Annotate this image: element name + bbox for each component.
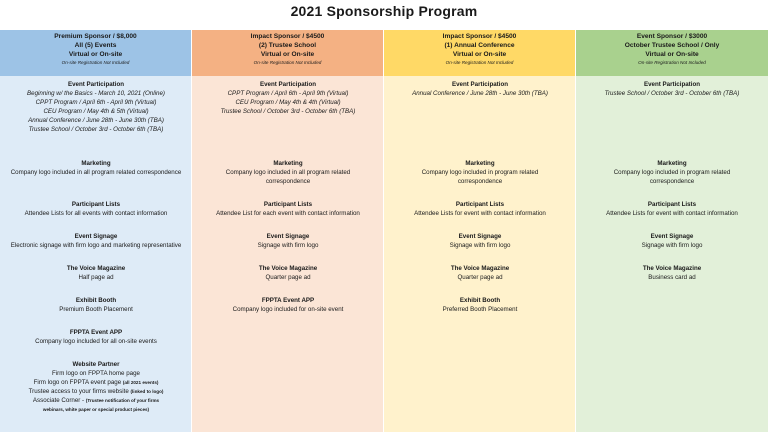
line-note: (linked to logo) bbox=[130, 389, 164, 394]
header-tier: Impact Sponsor / $4500 bbox=[442, 33, 517, 40]
section-text: Electronic signage with firm logo and marketing representative bbox=[10, 242, 182, 249]
section-label: Event Participation bbox=[67, 81, 125, 88]
section-text: Signage with firm logo bbox=[641, 242, 703, 249]
header-tier: Premium Sponsor / $8,000 bbox=[54, 33, 137, 40]
section-text: Company logo included for all on-site events bbox=[35, 338, 157, 345]
event-item: CPPT Program / April 6th - April 9th (Virtual) bbox=[35, 99, 157, 106]
section-label: Website Partner bbox=[72, 361, 120, 368]
section-event-signage bbox=[0, 232, 192, 250]
header-events: (2) Trustee School bbox=[258, 42, 317, 49]
section-event-participation bbox=[0, 80, 192, 134]
column-body bbox=[384, 76, 575, 432]
column-header bbox=[576, 30, 768, 76]
section-voice-magazine bbox=[384, 264, 576, 282]
section-label: Participant Lists bbox=[263, 201, 313, 208]
section-label: Event Signage bbox=[74, 233, 118, 240]
section-event-app bbox=[192, 296, 384, 314]
column-body bbox=[576, 76, 768, 432]
section-text: Signage with firm logo bbox=[449, 242, 511, 249]
page-title: 2021 Sponsorship Program bbox=[290, 3, 478, 19]
header-events: October Trustee School / Only bbox=[624, 42, 720, 49]
event-item: Beginning w/ the Basics - March 10, 2021 (Online) bbox=[27, 90, 165, 97]
header-events: (1) Annual Conference bbox=[444, 42, 515, 49]
section-label: Event Signage bbox=[458, 233, 502, 240]
line-text: Associate Corner - bbox=[32, 397, 85, 404]
section-text: Company logo included in all program related correspondence bbox=[10, 169, 182, 176]
event-item: CEU Program / May 4th & 5th (Virtual) bbox=[43, 108, 149, 115]
section-label: The Voice Magazine bbox=[450, 265, 510, 272]
event-item: Trustee School / October 3rd - October 6th (TBA) bbox=[604, 90, 740, 97]
section-event-signage bbox=[192, 232, 384, 250]
section-label: FPPTA Event APP bbox=[261, 297, 315, 304]
section-event-app bbox=[0, 328, 192, 346]
event-item: Annual Conference / June 28th - June 30th (TBA) bbox=[28, 117, 164, 124]
header-format: Virtual or On-site bbox=[260, 51, 315, 58]
section-text: Company logo included in program related bbox=[421, 169, 539, 176]
header-note: On-site Registration Not Included bbox=[638, 60, 706, 65]
section-label: Participant Lists bbox=[71, 201, 121, 208]
header-events: All (5) Events bbox=[74, 42, 117, 49]
section-text: Company logo included in all program related bbox=[225, 169, 351, 176]
sponsorship-table bbox=[0, 30, 768, 432]
section-text: Company logo included for on-site event bbox=[232, 306, 344, 313]
column-body bbox=[0, 76, 191, 432]
column-impact-sponsor-trustee bbox=[192, 30, 384, 432]
section-website-partner bbox=[0, 360, 192, 414]
section-label: The Voice Magazine bbox=[66, 265, 126, 272]
section-marketing bbox=[576, 159, 768, 186]
section-label: The Voice Magazine bbox=[642, 265, 702, 272]
section-participant-lists bbox=[384, 200, 576, 218]
section-voice-magazine bbox=[192, 264, 384, 282]
section-label: Event Participation bbox=[259, 81, 317, 88]
section-text: correspondence bbox=[649, 178, 695, 185]
section-label: Participant Lists bbox=[647, 201, 697, 208]
column-impact-sponsor-conference bbox=[384, 30, 576, 432]
header-format: Virtual or On-site bbox=[68, 51, 123, 58]
section-voice-magazine bbox=[0, 264, 192, 282]
section-text: Business card ad bbox=[648, 274, 696, 281]
column-header bbox=[384, 30, 575, 76]
section-participant-lists bbox=[0, 200, 192, 218]
section-text: webinars, white paper or special product pieces) bbox=[42, 407, 150, 412]
section-exhibit-booth bbox=[384, 296, 576, 314]
section-event-participation bbox=[192, 80, 384, 116]
section-label: Marketing bbox=[657, 160, 687, 167]
section-text: Signage with firm logo bbox=[257, 242, 319, 249]
section-event-signage bbox=[384, 232, 576, 250]
line-note: (all 2021 events) bbox=[122, 380, 159, 385]
line-note: (Trustee notification of your firms bbox=[85, 398, 160, 403]
section-label: Event Participation bbox=[643, 81, 701, 88]
header-format: Virtual or On-site bbox=[452, 51, 507, 58]
section-event-participation bbox=[576, 80, 768, 98]
section-label: Participant Lists bbox=[455, 201, 505, 208]
header-note: On-site Registration Not Included bbox=[445, 60, 514, 65]
header-format: Virtual or On-site bbox=[645, 51, 699, 58]
section-event-signage bbox=[576, 232, 768, 250]
column-header bbox=[192, 30, 383, 76]
event-item: Trustee School / October 3rd - October 6th (TBA) bbox=[28, 126, 164, 133]
section-text bbox=[4, 378, 188, 387]
section-label: Exhibit Booth bbox=[75, 297, 117, 304]
section-marketing bbox=[0, 159, 192, 177]
event-item: CPPT Program / April 6th - April 9th (Virtual) bbox=[227, 90, 349, 97]
section-text: Company logo included in program related bbox=[613, 169, 731, 176]
line-text: Trustee access to your firms website bbox=[28, 388, 129, 395]
column-body bbox=[192, 76, 383, 432]
section-text: Quarter page ad bbox=[265, 274, 311, 281]
section-text: Attendee Lists for event with contact information bbox=[414, 210, 546, 217]
section-participant-lists bbox=[192, 200, 384, 218]
column-premium-sponsor bbox=[0, 30, 192, 432]
section-text bbox=[4, 387, 188, 396]
event-item: Trustee School / October 3rd - October 6th (TBA) bbox=[220, 108, 356, 115]
section-label: FPPTA Event APP bbox=[69, 329, 123, 336]
section-text: Preferred Booth Placement bbox=[442, 306, 518, 313]
header-note: On-site Registration Not Included bbox=[61, 60, 130, 65]
section-marketing bbox=[384, 159, 576, 186]
header-tier: Event Sponsor / $3000 bbox=[636, 33, 708, 40]
section-label: Marketing bbox=[81, 160, 111, 167]
section-event-participation bbox=[384, 80, 576, 98]
section-text: Attendee Lists for event with contact information bbox=[606, 210, 738, 217]
section-text: Half page ad bbox=[78, 274, 114, 281]
header-tier: Impact Sponsor / $4500 bbox=[250, 33, 325, 40]
section-label: Marketing bbox=[465, 160, 495, 167]
header-note: On-site Registration Not Included bbox=[253, 60, 322, 65]
column-event-sponsor bbox=[576, 30, 768, 432]
column-header bbox=[0, 30, 191, 76]
section-text: Firm logo on FPPTA home page bbox=[52, 370, 140, 377]
section-label: Marketing bbox=[273, 160, 303, 167]
section-label: Event Signage bbox=[266, 233, 310, 240]
section-label: Exhibit Booth bbox=[459, 297, 501, 304]
section-text bbox=[4, 396, 188, 405]
section-voice-magazine bbox=[576, 264, 768, 282]
section-text: correspondence bbox=[265, 178, 311, 185]
line-text: Firm logo on FPPTA event page bbox=[33, 379, 122, 386]
section-text: Quarter page ad bbox=[457, 274, 503, 281]
section-exhibit-booth bbox=[0, 296, 192, 314]
section-text: Premium Booth Placement bbox=[59, 306, 133, 313]
event-item: Annual Conference / June 28th - June 30th (TBA) bbox=[412, 90, 548, 97]
section-text: Attendee List for each event with contact information bbox=[216, 210, 360, 217]
section-label: Event Participation bbox=[451, 81, 509, 88]
section-text: Attendee Lists for all events with contact information bbox=[24, 210, 168, 217]
section-marketing bbox=[192, 159, 384, 186]
section-label: Event Signage bbox=[650, 233, 694, 240]
event-item: CEU Program / May 4th & 4th (Virtual) bbox=[235, 99, 341, 106]
section-participant-lists bbox=[576, 200, 768, 218]
section-text: correspondence bbox=[457, 178, 503, 185]
section-label: The Voice Magazine bbox=[258, 265, 318, 272]
